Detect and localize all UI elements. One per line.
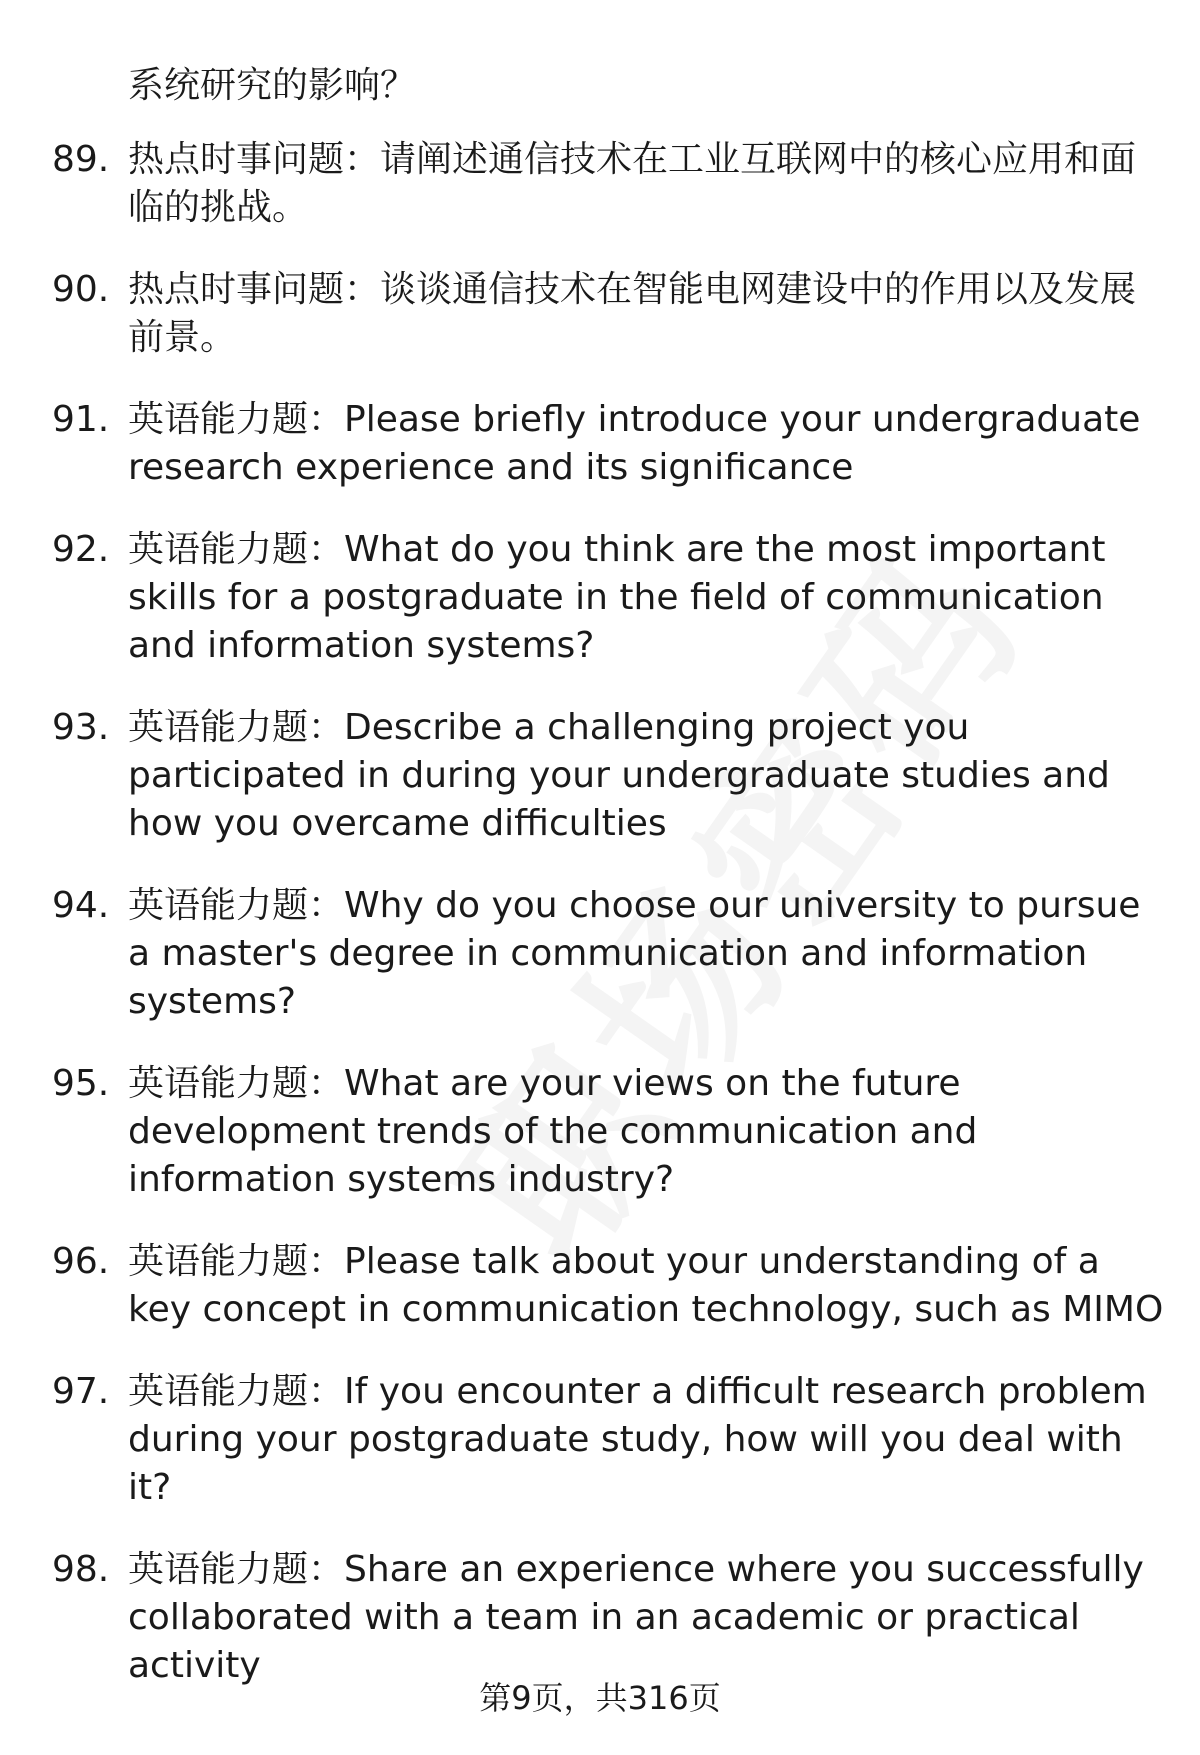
question-number: 93. xyxy=(52,707,110,748)
question-text: 英语能力题：Share an experience where you successfully collaborated with a team in an academic or practical activity xyxy=(128,1549,1144,1686)
question-text: 英语能力题：What are your views on the future development trends of the communication and information systems industry? xyxy=(128,1063,978,1200)
question-number: 94. xyxy=(52,885,110,926)
question-number: 95. xyxy=(52,1063,110,1104)
question-number: 90. xyxy=(52,269,110,310)
question-number: 89. xyxy=(52,139,110,180)
question-item xyxy=(0,526,1200,670)
question-text: 英语能力题：Please talk about your understanding of a key concept in communication technology, such as MIMO xyxy=(128,1241,1164,1330)
question-list xyxy=(0,136,1200,1724)
question-text: 英语能力题：What do you think are the most important skills for a postgraduate in the field of communication and information systems? xyxy=(128,529,1106,666)
question-number: 92. xyxy=(52,529,110,570)
question-number: 96. xyxy=(52,1241,110,1282)
continuation-text: 系统研究的影响？ xyxy=(128,65,417,106)
question-item xyxy=(0,882,1200,1026)
question-item xyxy=(0,1238,1200,1334)
question-number: 98. xyxy=(52,1549,110,1590)
question-item xyxy=(0,1368,1200,1512)
question-item xyxy=(0,1060,1200,1204)
question-text: 英语能力题：Describe a challenging project you participated in during your undergraduate studies and how you overcame difficulties xyxy=(128,707,1110,844)
question-number: 97. xyxy=(52,1371,110,1412)
question-item xyxy=(0,396,1200,492)
question-text: 英语能力题：Why do you choose our university to pursue a master's degree in communication and information systems? xyxy=(128,885,1141,1022)
question-item xyxy=(0,136,1200,232)
question-item xyxy=(0,266,1200,362)
question-number: 91. xyxy=(52,399,110,440)
question-text: 热点时事问题：谈谈通信技术在智能电网建设中的作用以及发展前景。 xyxy=(128,269,1137,358)
question-text: 热点时事问题：请阐述通信技术在工业互联网中的核心应用和面临的挑战。 xyxy=(128,139,1137,228)
question-text: 英语能力题：If you encounter a difficult research problem during your postgraduate study, how will you deal with it? xyxy=(128,1371,1147,1508)
question-item xyxy=(0,704,1200,848)
question-text: 英语能力题：Please briefly introduce your undergraduate research experience and its significance xyxy=(128,399,1141,488)
page-footer: 第9页，共316页 xyxy=(479,1679,721,1717)
question-item xyxy=(0,1546,1200,1690)
